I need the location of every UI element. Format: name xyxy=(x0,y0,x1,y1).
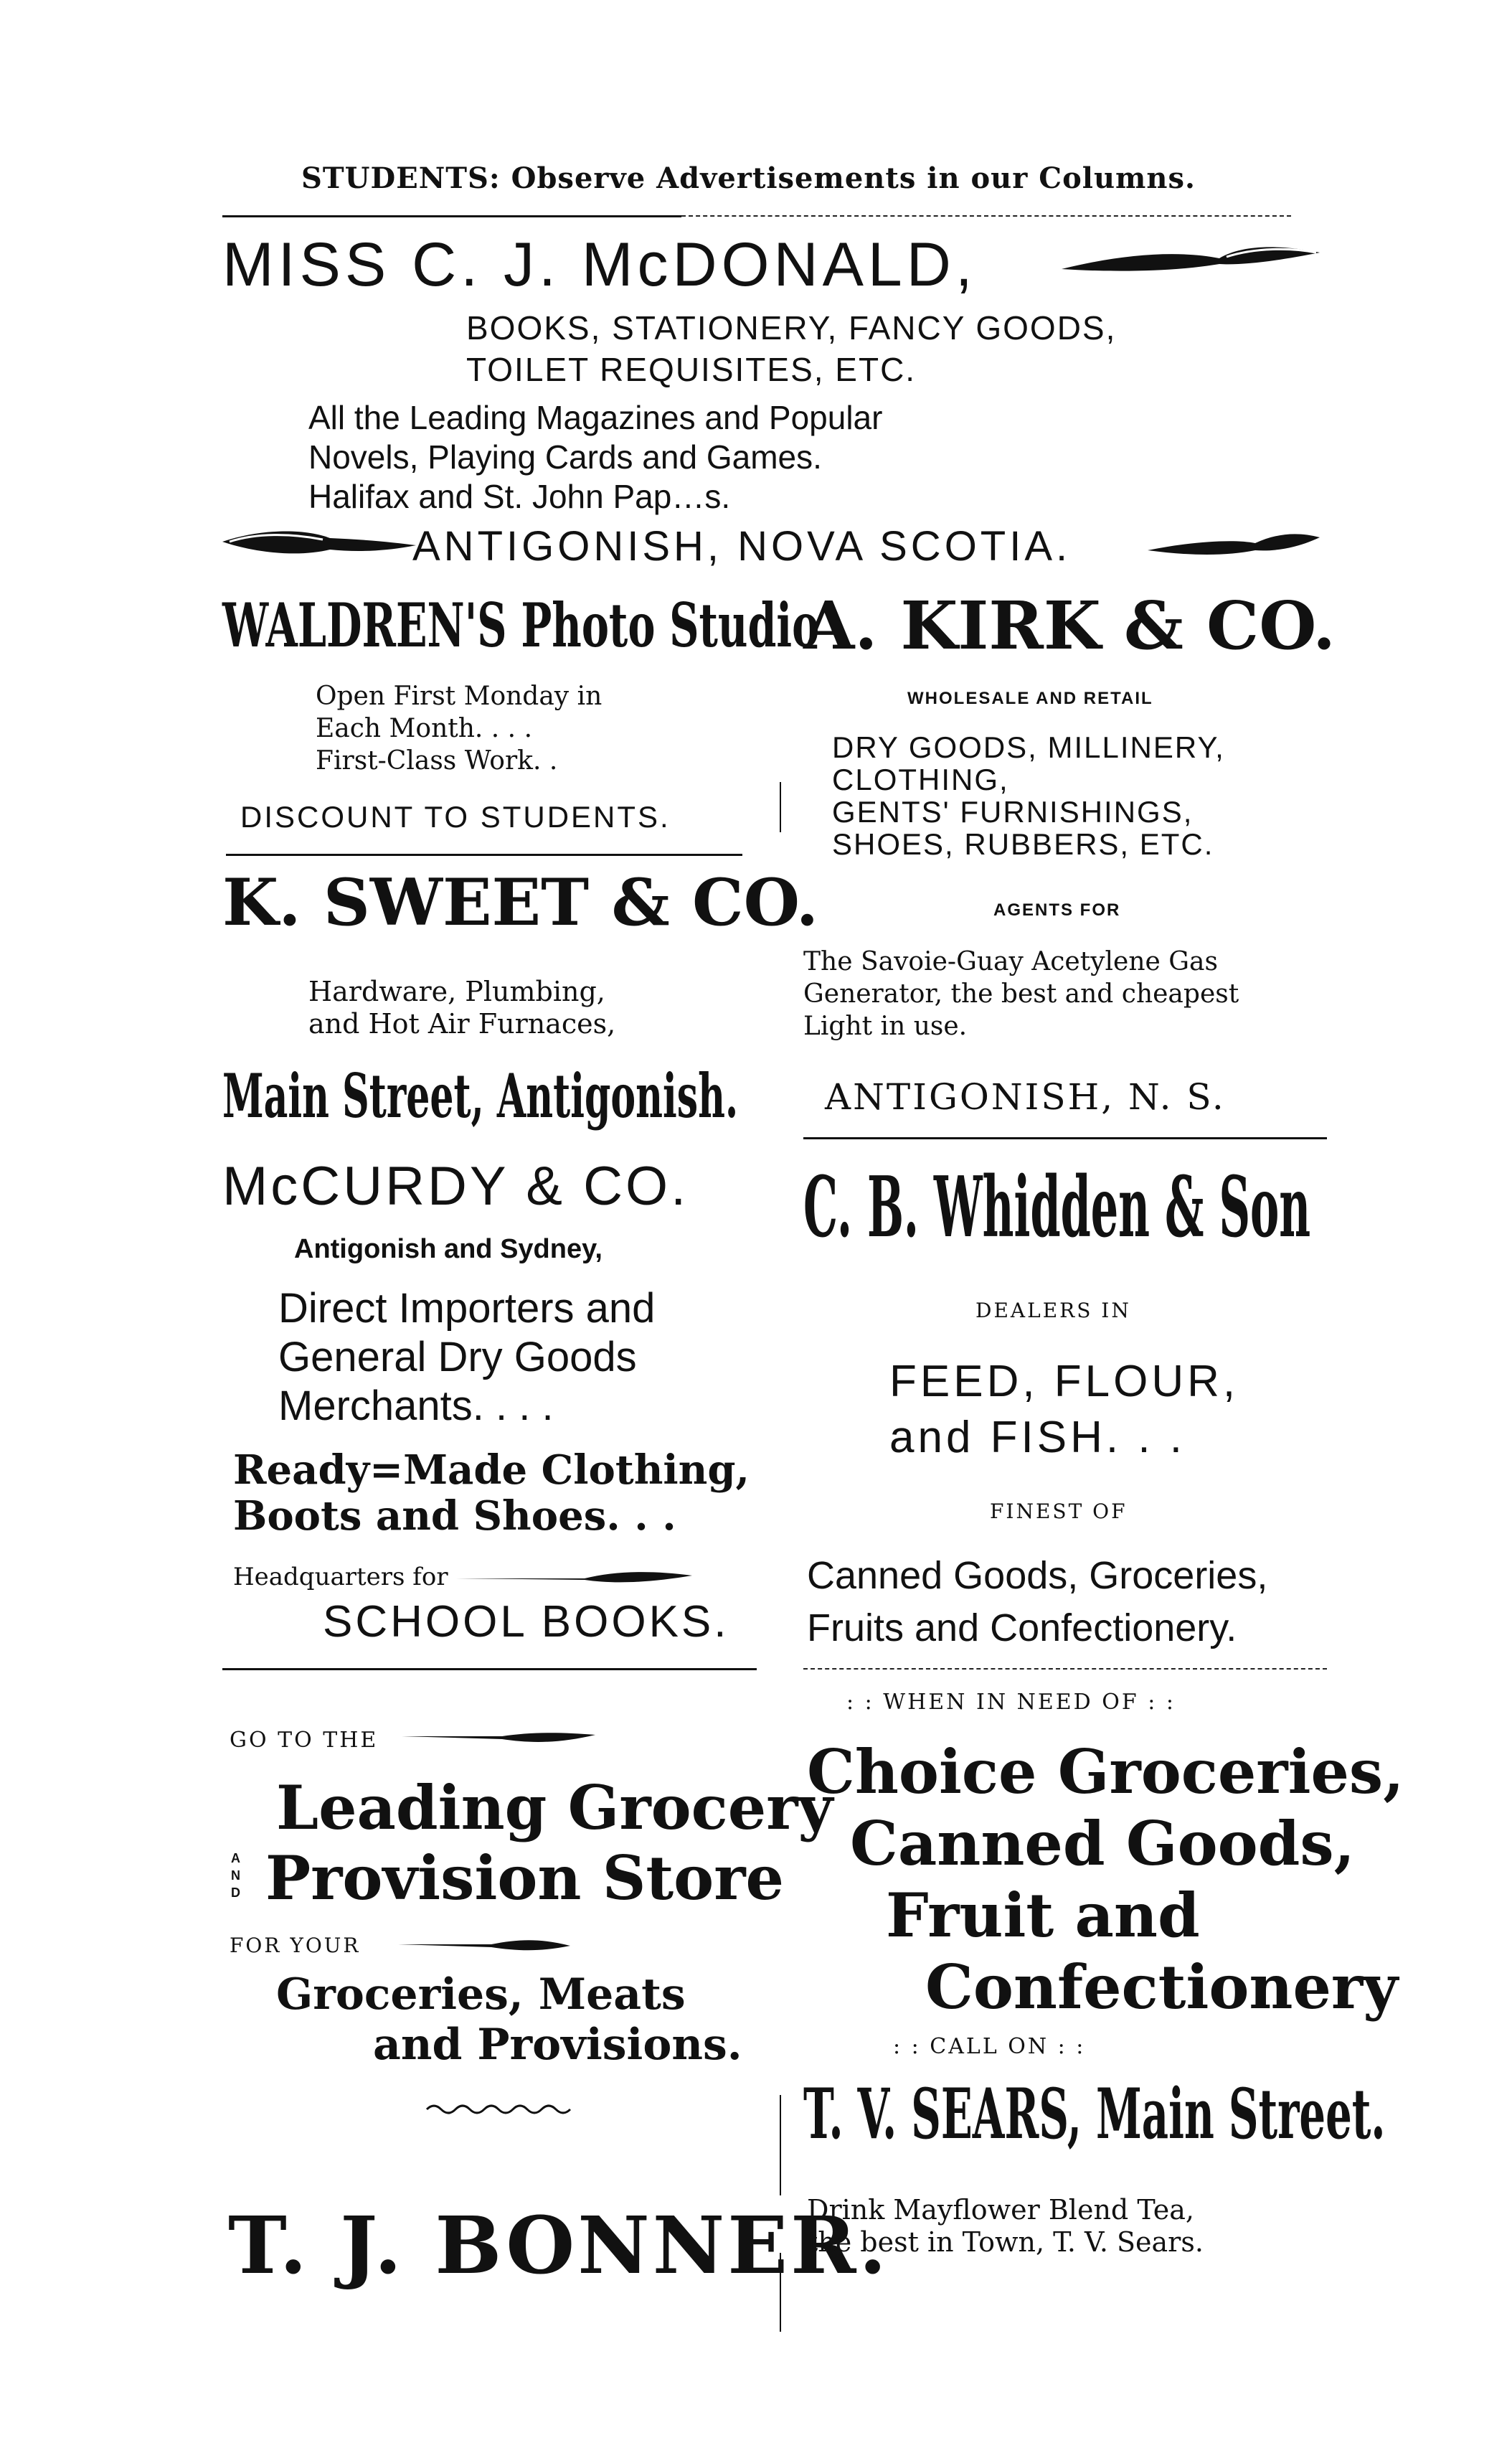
sweet-line2: and Hot Air Furnaces, xyxy=(308,1008,616,1040)
bonner-title2: Provision Store xyxy=(265,1842,784,1913)
mccurdy-name: McCURDY & CO. xyxy=(222,1156,689,1217)
mcdonald-body1: All the Leading Magazines and Popular xyxy=(308,399,883,436)
whidden-line2: and FISH. . . xyxy=(889,1413,1186,1462)
mcdonald-line1: BOOKS, STATIONERY, FANCY GOODS, xyxy=(466,309,1117,347)
sears-call: : : CALL ON : : xyxy=(893,2034,1086,2059)
column-divider-1 xyxy=(780,782,781,832)
mccurdy-books: SCHOOL BOOKS. xyxy=(323,1597,729,1647)
mcdonald-body2: Novels, Playing Cards and Games. xyxy=(308,438,822,476)
mccurdy-body2: General Dry Goods xyxy=(278,1334,637,1380)
mccurdy-body1: Direct Importers and xyxy=(278,1285,656,1332)
whidden-body2: Fruits and Confectionery. xyxy=(807,1606,1237,1649)
flourish-right-icon-2 xyxy=(1148,527,1320,563)
sweet-line1: Hardware, Plumbing, xyxy=(308,976,605,1007)
sears-line1: Choice Groceries, xyxy=(807,1736,1404,1807)
waldren-line2: Each Month. . . . xyxy=(316,714,533,743)
sears-body1: Drink Mayflower Blend Tea, xyxy=(807,2194,1194,2226)
mccurdy-rule xyxy=(222,1668,757,1670)
bonner-title1: Leading Grocery xyxy=(276,1772,833,1843)
kirk-name: A. KIRK & CO. xyxy=(803,587,1336,664)
sweet-location: Main Street, Antigonish. xyxy=(222,1060,739,1131)
kirk-location: ANTIGONISH, N. S. xyxy=(825,1076,1226,1118)
sears-need: : : WHEN IN NEED OF : : xyxy=(846,1690,1176,1715)
flourish-for-icon xyxy=(398,1936,570,1957)
whidden-rule xyxy=(803,1668,1327,1670)
waldren-line1: Open First Monday in xyxy=(316,682,603,711)
mcdonald-name: MISS C. J. McDONALD, xyxy=(222,230,977,299)
mcdonald-location: ANTIGONISH, NOVA SCOTIA. xyxy=(412,523,1072,570)
waldren-line3: First-Class Work. . xyxy=(316,746,558,776)
bonner-and-a: A xyxy=(231,1851,240,1865)
bonner-name: T. J. BONNER. xyxy=(228,2199,889,2292)
mccurdy-sub: Antigonish and Sydney, xyxy=(294,1234,603,1264)
bonner-line2: and Provisions. xyxy=(373,2020,742,2070)
flourish-hq-icon xyxy=(455,1566,692,1587)
bonner-goto: GO TO THE xyxy=(230,1728,379,1753)
mccurdy-bold2: Boots and Shoes. . . xyxy=(233,1492,676,1540)
mccurdy-bold1: Ready=Made Clothing, xyxy=(233,1446,750,1494)
bonner-and-n: N xyxy=(231,1868,240,1883)
kirk-line4: SHOES, RUBBERS, ETC. xyxy=(832,827,1214,861)
kirk-line1: DRY GOODS, MILLINERY, xyxy=(832,730,1225,764)
waldren-rule xyxy=(226,854,742,856)
kirk-body3: Light in use. xyxy=(803,1012,968,1041)
whidden-name: C. B. Whidden & Son xyxy=(803,1159,1311,1256)
sears-line2: Canned Goods, xyxy=(850,1808,1355,1879)
flourish-right-icon xyxy=(1062,237,1320,280)
sears-name: T. V. SEARS, Main Street. xyxy=(803,2073,1386,2155)
mcdonald-line2: TOILET REQUISITES, ETC. xyxy=(466,351,917,388)
mccurdy-body3: Merchants. . . . xyxy=(278,1383,554,1429)
sears-line3: Fruit and xyxy=(886,1880,1200,1951)
flourish-goto-icon xyxy=(402,1728,595,1749)
bonner-for: FOR YOUR xyxy=(230,1934,361,1957)
waldren-discount: DISCOUNT TO STUDENTS. xyxy=(240,800,671,834)
bonner-and-d: D xyxy=(231,1885,240,1900)
flourish-left-icon xyxy=(222,524,416,560)
kirk-body2: Generator, the best and cheapest xyxy=(803,979,1239,1009)
kirk-rule xyxy=(803,1137,1327,1139)
waldren-name: WALDREN'S Photo Studio xyxy=(222,590,820,661)
header-rule xyxy=(222,215,681,217)
kirk-agents: AGENTS FOR xyxy=(993,900,1121,920)
whidden-line1: FEED, FLOUR, xyxy=(889,1357,1239,1406)
whidden-body1: Canned Goods, Groceries, xyxy=(807,1554,1268,1597)
header-rule-dashed xyxy=(681,215,1291,217)
sears-body2: the best in Town, T. V. Sears. xyxy=(807,2226,1204,2258)
kirk-sub: WHOLESALE AND RETAIL xyxy=(907,689,1153,708)
whidden-sub: DEALERS IN xyxy=(975,1299,1131,1322)
bonner-line1: Groceries, Meats xyxy=(276,1969,686,2020)
column-divider-2 xyxy=(780,2095,781,2195)
kirk-line2: CLOTHING, xyxy=(832,763,1009,796)
header-notice: STUDENTS: Observe Advertisements in our Columns. xyxy=(301,161,1196,195)
mcdonald-body3: Halifax and St. John Pap…s. xyxy=(308,478,731,515)
wavy-divider-icon xyxy=(427,2102,570,2117)
sears-line4: Confectionery xyxy=(925,1951,1398,2023)
kirk-body1: The Savoie-Guay Acetylene Gas xyxy=(803,947,1218,976)
mccurdy-hq: Headquarters for xyxy=(233,1563,448,1591)
sweet-name: K. SWEET & CO. xyxy=(222,865,819,941)
whidden-finest: FINEST OF xyxy=(990,1499,1128,1523)
kirk-line3: GENTS' FURNISHINGS, xyxy=(832,795,1194,829)
